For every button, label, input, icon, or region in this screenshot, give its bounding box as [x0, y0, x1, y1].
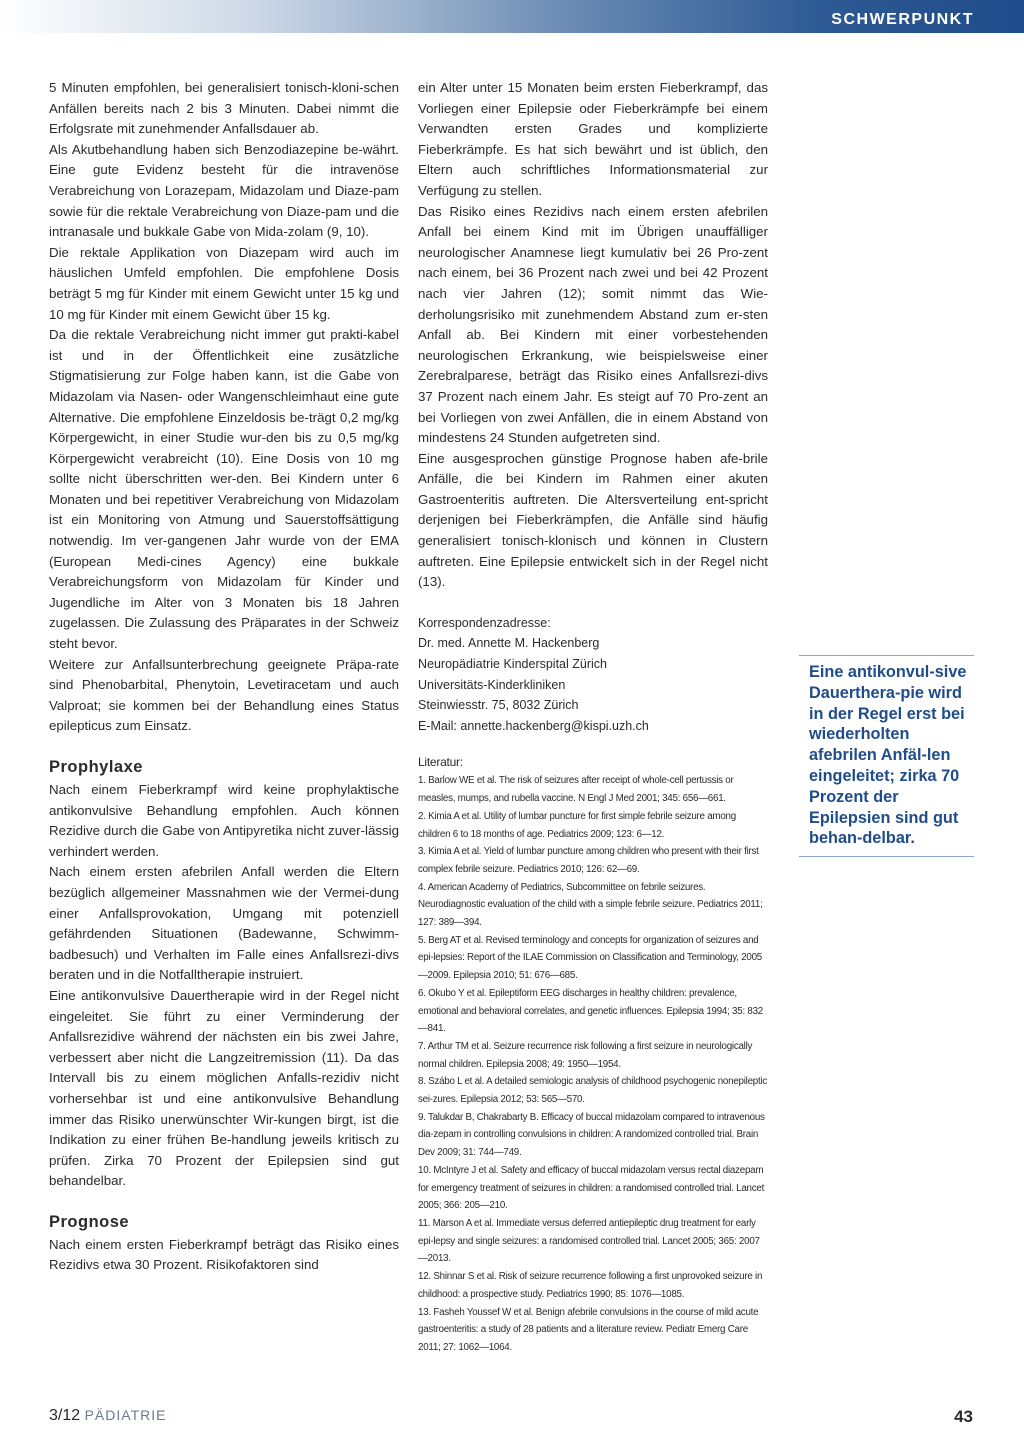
contact-heading: Korrespondenzadresse: [418, 615, 551, 630]
paragraph: Nach einem ersten afebrilen Anfall werden die Eltern bezüglich allgemeiner Massnahmen wie der Vermei-dung einer Anfallsprovokation, Umgang mit potenziell gefährdenden Situationen (Badewanne, Schwimm-badbesuch) und Verhalten im Falle eines Anfallsrezi-divs beraten und in die Notfalltherapie instruiert. [49, 864, 399, 983]
literature-heading: Literatur: [418, 755, 463, 770]
reference-item: 1. Barlow WE et al. The risk of seizures after receipt of whole-cell pertussis or measles, mumps, and rubella vaccine. N Engl J Med 2001; 345: 656—661. [418, 775, 734, 805]
paragraph: Die rektale Applikation von Diazepam wird auch im häuslichen Umfeld empfohlen. Die empfohlene Dosis beträgt 5 mg für Kinder mit einem Gewicht unter 15 kg und 10 mg für Kinder mit einem Gewicht über 15 kg. [49, 244, 399, 322]
contact-line: Dr. med. Annette M. Hackenberg [418, 636, 600, 651]
paragraph: Nach einem ersten Fieberkrampf beträgt das Risiko eines Rezidivs etwa 30 Prozent. Risikofaktoren sind [49, 1236, 399, 1273]
correspondence-address [418, 613, 768, 737]
reference-item: 11. Marson A et al. Immediate versus deferred antiepileptic drug treatment for early epi-lepsy and single seizures: a randomised controlled trial. Lancet 2005; 365: 2007—2013. [418, 1217, 760, 1265]
reference-item: 5. Berg AT et al. Revised terminology and concepts for organization of seizures and epi-lepsies: Report of the ILAE Commission on Classification and Terminology, 2005—2009. Epilepsia 2010; 51: 676—685. [418, 934, 762, 982]
paragraph: Als Akutbehandlung haben sich Benzodiazepine be-währt. Eine gute Evidenz besteht für die intravenöse Verabreichung von Lorazepam, Midazolam und Diaze-pam sowie für die rektale Verabreichung von Diaze-pam und die intranasale und bukkale Gabe von Mida-zolam (9, 10). [49, 141, 399, 240]
contact-email: E-Mail: annette.hackenberg@kispi.uzh.ch [418, 718, 649, 733]
paragraph: Weitere zur Anfallsunterbrechung geeignete Präpa-rate sind Phenobarbital, Phenytoin, Levetiracetam und auch Valproat; sie kommen bei der Behandlung eines Status epilepticus zum Einsatz. [49, 656, 399, 734]
reference-item: 3. Kimia A et al. Yield of lumbar puncture among children who present with their first complex febrile seizure. Pediatrics 2010; 126: 62—69. [418, 846, 759, 875]
reference-item: 2. Kimia A et al. Utility of lumbar puncture for first simple febrile seizure among children 6 to 18 months of age. Pediatrics 2009; 123: 6—12. [418, 810, 736, 840]
contact-line: Steinwiesstr. 75, 8032 Zürich [418, 698, 579, 713]
reference-item: 10. McIntyre J et al. Safety and efficacy of buccal midazolam versus rectal diazepam for emergency treatment of seizures in children: a randomised controlled trial. Lancet 2005; 366: 205—210. [418, 1164, 765, 1212]
paragraph: Eine ausgesprochen günstige Prognose haben afe-brile Anfälle, die bei Kindern im Rahmen einer akuten Gastroenteritis auftreten. Die Altersverteilung ent-spricht derjenigen bei Fieberkrämpfen, die Anfälle sind häufig generalisiert tonisch-klonisch und können in Clustern auftreten. Eine Epilepsie entwickelt sich in der Regel nicht (13). [418, 450, 768, 590]
reference-item: 7. Arthur TM et al. Seizure recurrence risk following a first seizure in neurologically normal children. Epilepsia 2008; 49: 1950—1954. [418, 1040, 753, 1070]
column-right [418, 78, 768, 1357]
section-label: SCHWERPUNKT [831, 11, 974, 28]
contact-line: Neuropädiatrie Kinderspital Zürich [418, 657, 607, 672]
paragraph: Das Risiko eines Rezidivs nach einem ersten afebrilen Anfall bei einem Kind mit im Übrigen unauffälliger neurologischer Anamnese liegt kumulativ bei 26 Pro-zent nach einem, bei 36 Prozent nach zwei und bei 42 Prozent nach vier Jahren (12); somit nimmt das Wie-derholungsrisiko mit zunehmendem Abstand zum er-sten Anfall ab. Bei Kindern mit einer vorbestehenden neurologischen Erkrankung, wie beispielsweise einer Zerebralparese, beträgt das Risiko eines Anfallsrezi-divs 37 Prozent nach einem Jahr. Es steigt auf 70 Pro-zent an bei Vorliegen von zwei Anfällen, die in einem Abstand von mindestens 24 Stunden aufgetreten sind. [418, 203, 768, 446]
page-number: 43 [954, 1407, 973, 1426]
reference-item: 13. Fasheh Youssef W et al. Benign afebrile convulsions in the course of mild acute gastroenteritis: a study of 28 patients and a literature review. Pediatr Emerg Care 2011; 27: 1062—1064. [418, 1306, 759, 1353]
reference-item: 4. American Academy of Pediatrics, Subcommittee on febrile seizures. Neurodiagnostic evaluation of the child with a simple febrile seizure. Pediatrics 2011; 127: 389—394. [418, 881, 763, 929]
paragraph: Da die rektale Verabreichung nicht immer gut prakti-kabel ist und in der Öffentlichkeit eine zusätzliche Stigmatisierung zur Folge haben kann, ist die Gabe von Midazolam via Nasen- oder Wangenschleimhaut eine gute Alternative. Die empfohlene Einzeldosis be-trägt 0,2 mg/kg Körpergewicht, in einer Studie wur-den bis zu 0,5 mg/kg Körpergewicht verabreicht (10). Eine Dosis von 10 mg sollte nicht überschritten wer-den. Bei Kindern unter 6 Monaten und bei repetitiver Verabreichung von Midazolam ist ein Monitoring von Atmung und Sauerstoffsättigung notwendig. Im ver-gangenen Jahr wurde von der EMA (European Medi-cines Agency) eine bukkale Verabreichungsform von Midazolam für Kinder und Jugendliche im Alter von 3 Monaten bis 18 Jahren zugelassen. Die Zulassung des Präparates in der Schweiz steht bevor. [49, 327, 399, 652]
pull-quote: Eine antikonvul-sive Dauerthera-pie wird in der Regel erst bei wiederholten afebrilen Anfäl-len eingeleitet; zirka 70 Prozent der Epilepsien sind gut behan-delbar. [799, 655, 974, 857]
reference-item: 9. Talukdar B, Chakrabarty B. Efficacy of buccal midazolam compared to intravenous dia-zepam in controlling convulsions in children: A randomized controlled trial. Brain Dev 2009; 31: 744—749. [418, 1111, 765, 1159]
reference-item: 6. Okubo Y et al. Epileptiform EEG discharges in healthy children: prevalence, emotional and behavioral correlates, and genetic influences. Epilepsia 1994; 35: 832—841. [418, 987, 763, 1035]
paragraph: Nach einem Fieberkrampf wird keine prophylaktische antikonvulsive Behandlung empfohlen. Auch können Rezidive durch die Gabe von Antipyretika nicht zuver-lässig verhindert werden. [49, 782, 399, 859]
magazine-name: PÄDIATRIE [84, 1407, 167, 1423]
heading-prognose: Prognose [49, 1212, 130, 1231]
footer-issue [49, 1407, 166, 1425]
reference-item: 8. Szábo L et al. A detailed semiologic analysis of childhood psychogenic nonepileptic sei-zures. Epilepsia 2012; 53: 565—570. [418, 1076, 768, 1106]
heading-prophylaxe: Prophylaxe [49, 758, 143, 776]
reference-item: 12. Shinnar S et al. Risk of seizure recurrence following a first unprovoked seizure in childhood: a prospective study. Pediatrics 1990; 85: 1076—1085. [418, 1271, 763, 1300]
paragraph: Eine antikonvulsive Dauertherapie wird in der Regel nicht eingeleitet. Sie führt zu einer Verminderung der Anfallsrezidive während der nächsten ein bis zwei Jahre, verbessert aber nicht die Langzeitremission (11). Da das Intervall bis zu einem möglichen Anfalls-rezidiv nicht vorhersehbar ist und eine antikonvulsive Behandlung immer das Risiko unerwünschter Wir-kungen birgt, ist die Indikation zu einer frühen Be-handlung jeweils kritisch zu prüfen. Zirka 70 Prozent der Epilepsien sind gut behandelbar. [49, 987, 399, 1189]
column-left [49, 78, 399, 1276]
issue-number: 3/12 [49, 1407, 81, 1424]
contact-line: Universitäts-Kinderkliniken [418, 677, 566, 692]
paragraph: 5 Minuten empfohlen, bei generalisiert tonisch-kloni-schen Anfällen bereits nach 2 bis 3 Minuten. Dabei nimmt die Erfolgsrate mit zunehmender Anfallsdauer ab. [49, 80, 399, 137]
literature-list [418, 752, 768, 1356]
paragraph: ein Alter unter 15 Monaten beim ersten Fieberkrampf, das Vorliegen einer Epilepsie oder Fieberkrämpfe bei einem Verwandten ersten Grades und komplizierte Fieberkrämpfe. Es hat sich bewährt und ist üblich, den Eltern auch schriftliches Informationsmaterial zur Verfügung zu stellen. [418, 80, 768, 198]
